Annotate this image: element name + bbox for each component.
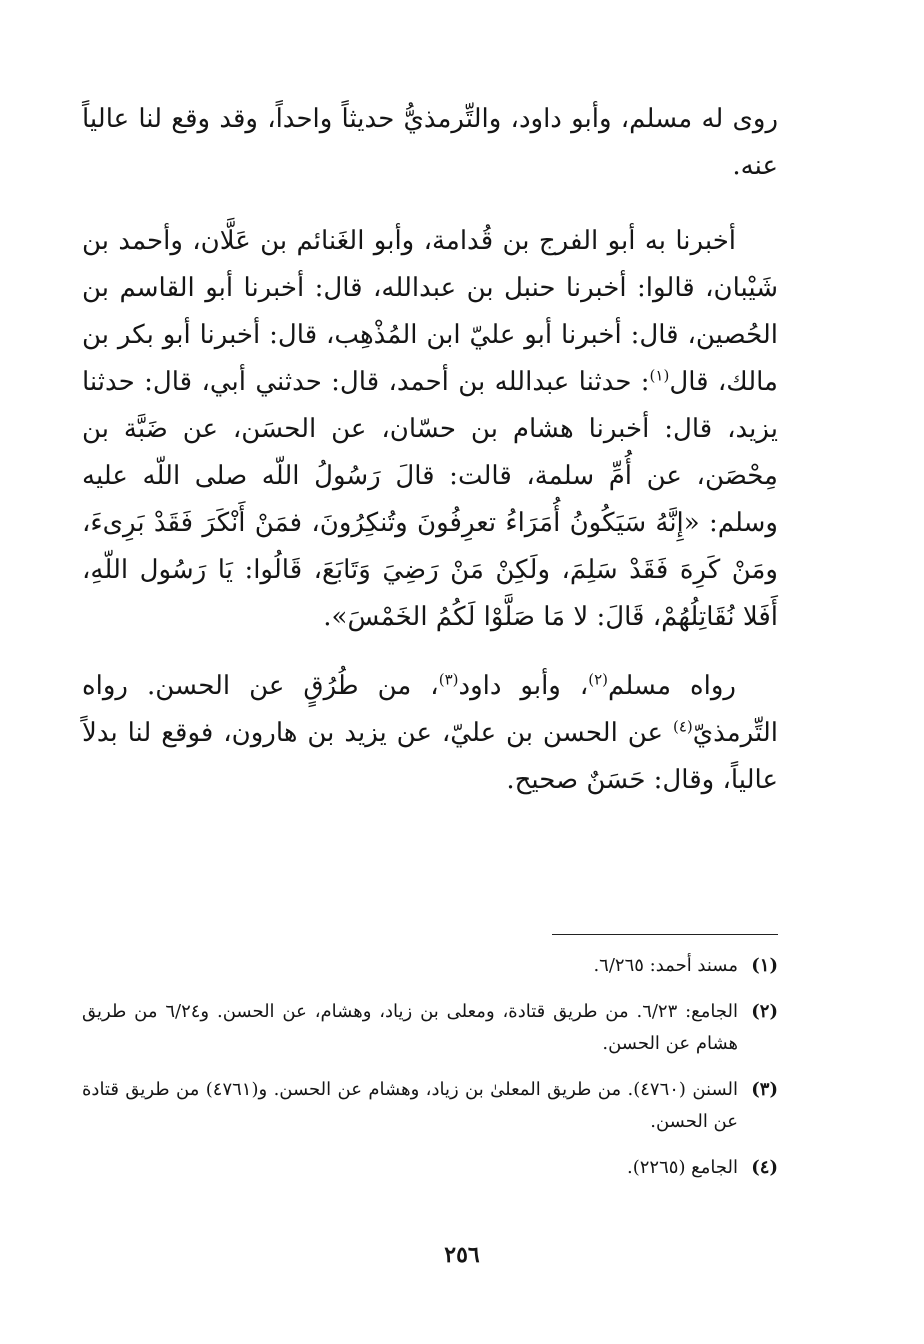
main-text <box>82 96 778 824</box>
footnote-text: مسند أحمد: ٦/٢٦٥. <box>593 955 738 976</box>
footnote-number: (٤) <box>751 1157 778 1178</box>
footnote-number: (٣) <box>751 1079 778 1100</box>
footnotes <box>82 950 778 1198</box>
footnote-2 <box>82 996 778 1060</box>
paragraph-2 <box>82 218 778 641</box>
paragraph-3-tirmidhi: التِّرمذيّ <box>692 718 778 748</box>
paragraph-3-b: ، وأبو داود <box>458 671 589 701</box>
footnote-separator <box>552 934 778 935</box>
footnote-3 <box>82 1074 778 1138</box>
paragraph-1: روى له مسلم، وأبو داود، والتِّرمذيُّ حديثاً واحداً، وقد وقع لنا عالياً عنه. <box>82 104 778 181</box>
footnote-text: الجامع: ٦/٢٣. من طريق قتادة، ومعلى بن زياد، وهشام، عن الحسن. و٦/٢٤ من طريق هشام عن الحسن. <box>82 1001 738 1054</box>
footnote-1 <box>82 950 778 982</box>
paragraph-3-d: عن الحسن بن عليّ، عن يزيد بن هارون، فوقع لنا بدلاً عالياً، وقال: حَسَنٌ صحيح. <box>82 718 778 795</box>
footnote-ref-3: (٣) <box>438 670 459 689</box>
footnote-number: (١) <box>751 955 778 976</box>
footnote-4 <box>82 1152 778 1184</box>
footnote-ref-2: (٢) <box>588 670 609 689</box>
footnote-text: السنن (٤٧٦٠). من طريق المعلىٰ بن زياد، وهشام عن الحسن. و(٤٧٦١) من طريق قتادة عن الحسن. <box>82 1079 738 1132</box>
footnote-number: (٢) <box>751 1001 778 1022</box>
paragraph-3-c: ، من طُرُقٍ عن الحسن. رواه <box>82 671 439 701</box>
footnote-text: الجامع (٢٢٦٥). <box>627 1157 738 1178</box>
footnote-ref-1: (١) <box>649 366 670 385</box>
paragraph-2-rest: : حدثنا عبدالله بن أحمد، قال: حدثني أبي، قال: حدثنا يزيد، قال: أخبرنا هشام بن حسّان، عن الحسَن، عن ضَبَّة بن مِحْصَن، عن أُمِّ سلمة، قالت: قالَ رَسُولُ اللّه صلى اللّه عليه وسلم: «إِنَّهُ سَيَكُونُ أُمَرَاءُ تعرِفُونَ وتُنكِرُونَ، فمَنْ أَنْكَرَ فَقَدْ بَرِىءَ، ومَنْ كَرِهَ فَقَدْ سَلِمَ، ولَكِنْ مَنْ رَضِيَ وَتَابَعَ، قَالُوا: يَا رَسُول اللّهِ، أَفَلا نُقَاتِلُهُمْ، قَالَ: لا مَا صَلَّوْا لَكُمُ الخَمْسَ». <box>82 367 778 632</box>
paragraph-3 <box>82 663 778 804</box>
paragraph-3-a: رواه مسلم <box>608 671 736 701</box>
footnote-ref-4: (٤) <box>672 717 693 736</box>
paragraph-2-lead: أخبرنا به أبو الفرج بن قُدامة، وأبو الغَنائم بن عَلَّان، وأحمد بن شَيْبان، قالوا: أخبرنا حنبل بن عبدالله، قال: أخبرنا أبو القاسم بن الحُصين، قال: أخبرنا أبو عليّ ابن المُذْهِب، قال: أخبرنا أبو بكر بن مالك، قال <box>82 226 778 397</box>
page-number: ٢٥٦ <box>444 1242 480 1268</box>
